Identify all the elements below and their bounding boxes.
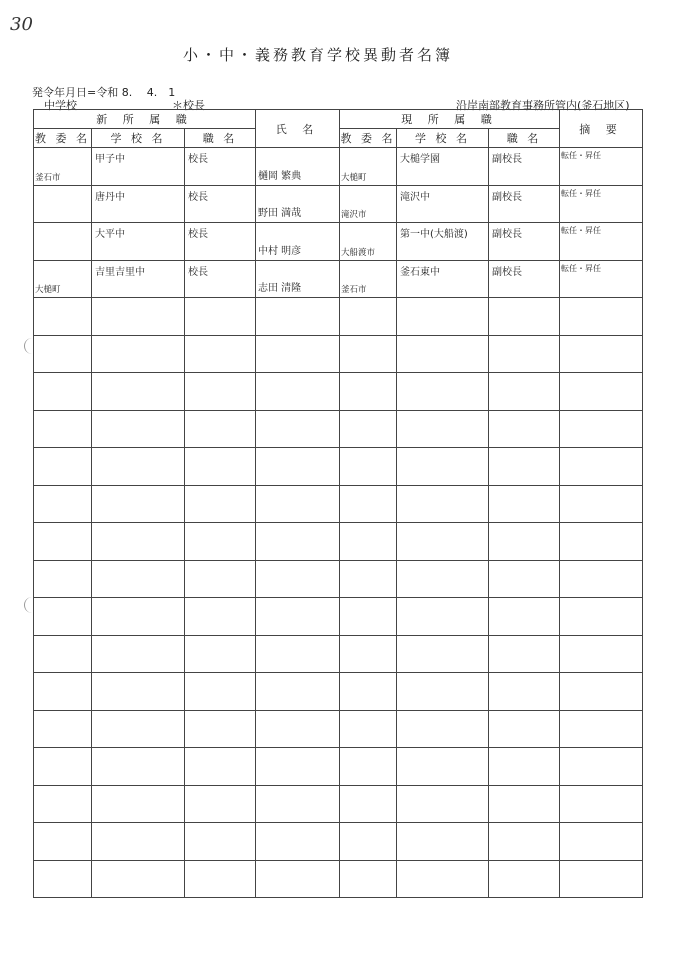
remarks-cell — [560, 485, 643, 523]
remarks-text: 転任・昇任 — [561, 188, 601, 198]
new-board-cell — [34, 710, 92, 748]
current-position-cell — [489, 148, 560, 186]
header-current-board: 教 委 名 — [340, 129, 397, 148]
current-school-cell — [397, 748, 489, 786]
new-position-cell — [185, 823, 256, 861]
new-board-text: 釜石市 — [35, 172, 61, 183]
empty-table-row — [34, 785, 643, 823]
remarks-text: 転任・昇任 — [561, 151, 601, 160]
remarks-cell — [560, 298, 643, 336]
current-board-cell — [340, 523, 397, 561]
new-school-cell — [92, 560, 185, 598]
current-school-cell — [397, 260, 489, 298]
new-board-cell — [34, 410, 92, 448]
name-text: 志田 清隆 — [258, 283, 302, 294]
new-school-cell — [92, 448, 185, 486]
new-school-cell — [92, 335, 185, 373]
name-cell — [256, 710, 340, 748]
new-board-cell — [34, 748, 92, 786]
header-current-position: 職 名 — [489, 129, 560, 148]
new-board-cell — [34, 523, 92, 561]
new-position-cell — [185, 373, 256, 411]
current-board-cell — [340, 223, 397, 261]
new-school-cell — [92, 748, 185, 786]
new-school-cell — [92, 673, 185, 711]
document-title: 小・中・義務教育学校異動者名簿 — [183, 46, 454, 64]
current-board-cell — [340, 373, 397, 411]
remarks-cell — [560, 635, 643, 673]
new-school-cell — [92, 223, 185, 261]
current-board-text: 釜石市 — [341, 285, 367, 295]
new-board-cell — [34, 635, 92, 673]
current-board-cell — [340, 823, 397, 861]
current-position-cell — [489, 185, 560, 223]
current-position-cell — [489, 823, 560, 861]
name-cell — [256, 785, 340, 823]
new-board-cell — [34, 260, 92, 298]
new-position-cell — [185, 410, 256, 448]
current-school-cell — [397, 185, 489, 223]
current-board-cell — [340, 185, 397, 223]
current-board-cell — [340, 298, 397, 336]
current-position-cell — [489, 448, 560, 486]
current-board-cell — [340, 860, 397, 898]
remarks-cell — [560, 785, 643, 823]
name-cell — [256, 560, 340, 598]
new-school-cell — [92, 710, 185, 748]
current-board-cell — [340, 448, 397, 486]
current-board-text: 大船渡市 — [341, 247, 376, 258]
school-type: 中学校 — [44, 99, 77, 112]
current-board-cell — [340, 710, 397, 748]
remarks-cell — [560, 560, 643, 598]
remarks-cell — [560, 373, 643, 411]
current-position-text: 副校長 — [492, 266, 522, 278]
current-position-cell — [489, 560, 560, 598]
remarks-text: 転任・昇任 — [561, 263, 601, 273]
new-school-cell — [92, 148, 185, 186]
new-board-cell — [34, 673, 92, 711]
office-name: 沿岸南部教育事務所管内(釜石地区) — [456, 99, 630, 112]
new-board-cell — [34, 448, 92, 486]
remarks-cell — [560, 823, 643, 861]
current-board-cell — [340, 673, 397, 711]
name-cell — [256, 448, 340, 486]
current-position-cell — [489, 335, 560, 373]
empty-table-row — [34, 298, 643, 336]
new-school-cell — [92, 860, 185, 898]
new-board-text: 大槌町 — [35, 285, 61, 295]
remarks-cell — [560, 748, 643, 786]
new-position-cell — [185, 298, 256, 336]
new-board-cell — [34, 335, 92, 373]
current-school-cell — [397, 335, 489, 373]
current-position-text: 副校長 — [492, 191, 522, 203]
new-position-cell — [185, 860, 256, 898]
new-school-cell — [92, 373, 185, 411]
remarks-cell — [560, 710, 643, 748]
current-position-cell — [489, 223, 560, 261]
new-school-cell — [92, 635, 185, 673]
table-row — [34, 185, 643, 223]
new-position-cell — [185, 485, 256, 523]
current-school-cell — [397, 410, 489, 448]
new-school-cell — [92, 485, 185, 523]
new-school-text: 吉里吉里中 — [95, 266, 145, 278]
remarks-cell — [560, 223, 643, 261]
position-filter: ＊校長 — [172, 99, 205, 112]
name-cell — [256, 410, 340, 448]
current-school-cell — [397, 785, 489, 823]
current-position-text: 副校長 — [492, 229, 522, 240]
current-board-text: 滝沢市 — [341, 210, 367, 220]
current-school-cell — [397, 448, 489, 486]
empty-table-row — [34, 335, 643, 373]
header-new-position: 職 名 — [185, 129, 256, 148]
new-school-cell — [92, 823, 185, 861]
header-name: 氏 名 — [256, 110, 340, 148]
current-board-cell — [340, 785, 397, 823]
table-row — [34, 148, 643, 186]
empty-table-row — [34, 448, 643, 486]
name-text: 樋岡 繁典 — [258, 170, 302, 182]
new-school-text: 大平中 — [95, 229, 125, 240]
empty-table-row — [34, 748, 643, 786]
current-school-cell — [397, 823, 489, 861]
empty-table-row — [34, 673, 643, 711]
current-school-cell — [397, 298, 489, 336]
name-cell — [256, 823, 340, 861]
current-position-cell — [489, 710, 560, 748]
new-position-text: 校長 — [188, 154, 208, 165]
current-school-cell — [397, 635, 489, 673]
name-cell — [256, 485, 340, 523]
current-position-cell — [489, 298, 560, 336]
name-cell — [256, 260, 340, 298]
current-position-cell — [489, 410, 560, 448]
empty-table-row — [34, 410, 643, 448]
empty-table-row — [34, 635, 643, 673]
empty-table-row — [34, 823, 643, 861]
current-position-cell — [489, 485, 560, 523]
current-school-text: 第一中(大船渡) — [400, 229, 468, 240]
current-school-cell — [397, 860, 489, 898]
empty-table-row — [34, 373, 643, 411]
new-board-cell — [34, 148, 92, 186]
empty-table-row — [34, 860, 643, 898]
new-position-cell — [185, 748, 256, 786]
current-board-text: 大槌町 — [341, 172, 367, 183]
remarks-text: 転任・昇任 — [561, 226, 601, 235]
current-position-cell — [489, 748, 560, 786]
remarks-cell — [560, 673, 643, 711]
name-cell — [256, 298, 340, 336]
new-position-cell — [185, 448, 256, 486]
current-school-cell — [397, 673, 489, 711]
current-board-cell — [340, 148, 397, 186]
new-school-cell — [92, 785, 185, 823]
current-position-text: 副校長 — [492, 154, 522, 165]
table-row — [34, 260, 643, 298]
current-position-cell — [489, 785, 560, 823]
new-position-cell — [185, 260, 256, 298]
remarks-cell — [560, 260, 643, 298]
header-current-school: 学 校 名 — [397, 129, 489, 148]
new-position-cell — [185, 223, 256, 261]
name-cell — [256, 148, 340, 186]
name-cell — [256, 860, 340, 898]
new-school-text: 甲子中 — [95, 154, 125, 165]
current-board-cell — [340, 598, 397, 636]
new-position-cell — [185, 523, 256, 561]
current-school-cell — [397, 523, 489, 561]
new-board-cell — [34, 860, 92, 898]
current-board-cell — [340, 260, 397, 298]
current-board-cell — [340, 560, 397, 598]
name-cell — [256, 335, 340, 373]
header-new-school: 学 校 名 — [92, 129, 185, 148]
new-school-cell — [92, 185, 185, 223]
new-board-cell — [34, 298, 92, 336]
name-cell — [256, 635, 340, 673]
remarks-cell — [560, 148, 643, 186]
personnel-table — [33, 109, 643, 898]
new-board-cell — [34, 823, 92, 861]
new-position-cell — [185, 148, 256, 186]
name-cell — [256, 673, 340, 711]
current-board-cell — [340, 635, 397, 673]
name-cell — [256, 748, 340, 786]
new-board-cell — [34, 373, 92, 411]
new-position-cell — [185, 598, 256, 636]
empty-table-row — [34, 710, 643, 748]
table-row — [34, 223, 643, 261]
new-board-cell — [34, 560, 92, 598]
new-position-cell — [185, 673, 256, 711]
name-cell — [256, 523, 340, 561]
empty-table-row — [34, 523, 643, 561]
name-text: 野田 満哉 — [258, 208, 302, 219]
remarks-cell — [560, 410, 643, 448]
new-board-cell — [34, 598, 92, 636]
current-school-cell — [397, 223, 489, 261]
remarks-cell — [560, 523, 643, 561]
name-cell — [256, 185, 340, 223]
new-position-text: 校長 — [188, 229, 208, 240]
current-school-cell — [397, 148, 489, 186]
current-position-cell — [489, 598, 560, 636]
header-new-board: 教 委 名 — [34, 129, 92, 148]
current-board-cell — [340, 335, 397, 373]
current-position-cell — [489, 260, 560, 298]
current-board-cell — [340, 410, 397, 448]
current-board-cell — [340, 485, 397, 523]
current-position-cell — [489, 673, 560, 711]
header-new-group: 新 所 属 職 — [34, 110, 256, 129]
current-position-cell — [489, 860, 560, 898]
header-remarks: 摘 要 — [560, 110, 643, 148]
new-school-cell — [92, 410, 185, 448]
remarks-cell — [560, 185, 643, 223]
new-position-text: 校長 — [188, 266, 208, 278]
new-board-cell — [34, 185, 92, 223]
current-school-cell — [397, 598, 489, 636]
current-school-text: 釜石東中 — [400, 266, 440, 278]
name-text: 中村 明彦 — [258, 245, 302, 257]
issue-date: 発令年月日=令和 8. 4. 1 — [32, 86, 176, 99]
remarks-cell — [560, 598, 643, 636]
new-school-cell — [92, 298, 185, 336]
new-position-cell — [185, 560, 256, 598]
current-school-text: 滝沢中 — [400, 191, 430, 203]
new-school-cell — [92, 260, 185, 298]
new-school-cell — [92, 598, 185, 636]
new-school-cell — [92, 523, 185, 561]
current-school-text: 大槌学園 — [400, 154, 440, 165]
new-position-cell — [185, 785, 256, 823]
new-position-cell — [185, 185, 256, 223]
empty-table-row — [34, 485, 643, 523]
name-cell — [256, 598, 340, 636]
name-cell — [256, 223, 340, 261]
new-position-cell — [185, 635, 256, 673]
name-cell — [256, 373, 340, 411]
remarks-cell — [560, 335, 643, 373]
current-position-cell — [489, 523, 560, 561]
current-school-cell — [397, 560, 489, 598]
page-number: 30 — [10, 14, 33, 35]
header-current-group: 現 所 属 職 — [340, 110, 560, 129]
new-board-cell — [34, 785, 92, 823]
new-school-text: 唐丹中 — [95, 191, 125, 203]
current-school-cell — [397, 710, 489, 748]
current-position-cell — [489, 635, 560, 673]
new-position-text: 校長 — [188, 191, 208, 203]
remarks-cell — [560, 860, 643, 898]
current-school-cell — [397, 373, 489, 411]
current-school-cell — [397, 485, 489, 523]
current-position-cell — [489, 373, 560, 411]
current-board-cell — [340, 748, 397, 786]
new-board-cell — [34, 485, 92, 523]
remarks-cell — [560, 448, 643, 486]
new-position-cell — [185, 335, 256, 373]
new-board-cell — [34, 223, 92, 261]
new-position-cell — [185, 710, 256, 748]
empty-table-row — [34, 598, 643, 636]
empty-table-row — [34, 560, 643, 598]
